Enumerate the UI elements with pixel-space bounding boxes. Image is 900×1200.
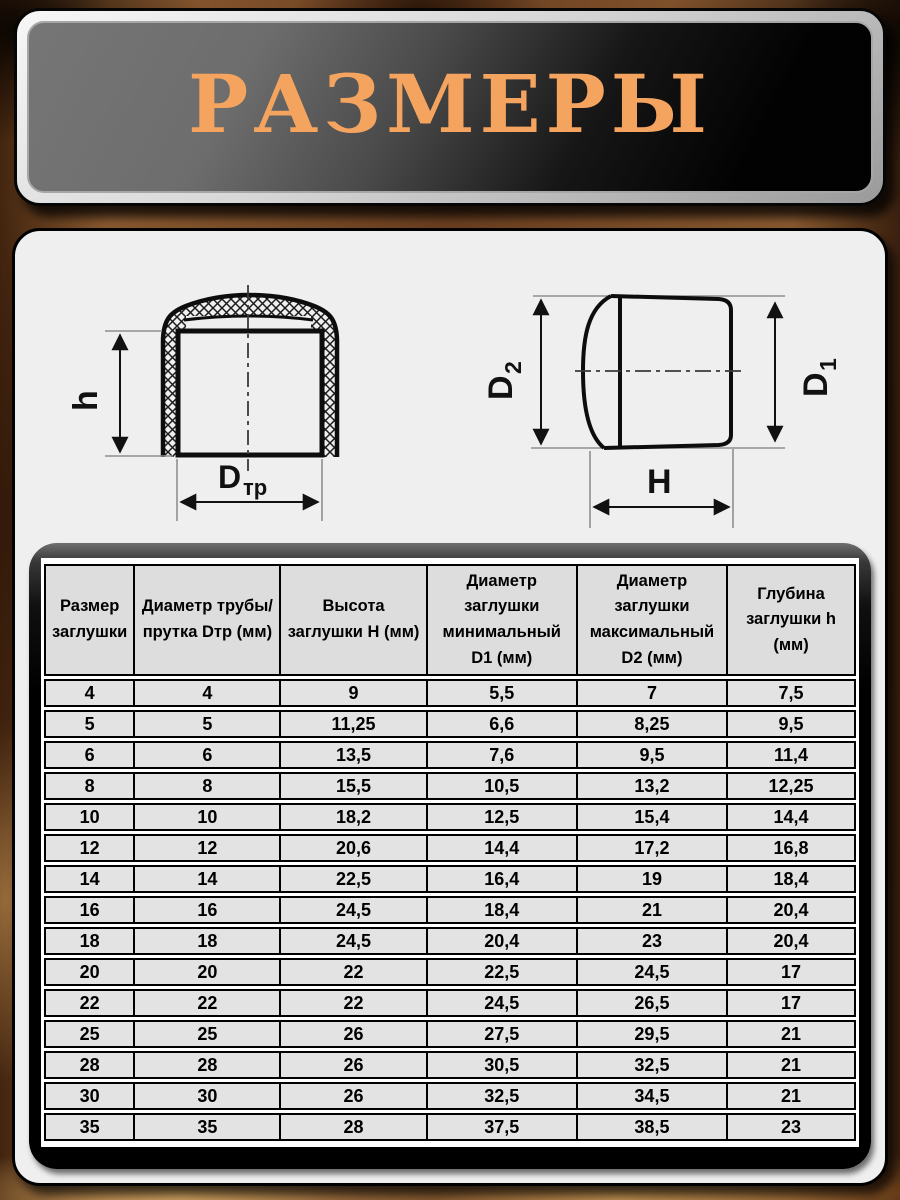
d2-dimension-label-sub: 2 [500, 361, 526, 374]
table-cell: 20,6 [279, 834, 425, 862]
table-cell: 12,5 [426, 803, 576, 831]
table-row [44, 927, 856, 955]
table-cell: 14 [44, 865, 133, 893]
table-cell: 6 [44, 741, 133, 769]
table-cell: 7,6 [426, 741, 576, 769]
table-cell: 21 [726, 1020, 856, 1048]
table-cell: 21 [726, 1082, 856, 1110]
table-cell: 25 [133, 1020, 279, 1048]
table-cell: 6 [133, 741, 279, 769]
cap-side-outline [604, 296, 731, 448]
cap-cavity-outline [178, 331, 322, 455]
table-cell: 4 [44, 679, 133, 707]
table-cell: 18,4 [726, 865, 856, 893]
table-cell: 22,5 [426, 958, 576, 986]
table-cell: 24,5 [426, 989, 576, 1017]
table-row [44, 958, 856, 986]
table-cell: 12,25 [726, 772, 856, 800]
table-cell: 22 [44, 989, 133, 1017]
table-cell: 9 [279, 679, 425, 707]
content-panel [12, 228, 888, 1186]
table-cell: 28 [133, 1051, 279, 1079]
column-header: Диаметр заглушки минимальный D1 (мм) [426, 564, 576, 676]
d1-dimension-label-sub: 1 [815, 358, 841, 371]
table-cell: 16,4 [426, 865, 576, 893]
table-row [44, 1113, 856, 1141]
table-cell: 8 [133, 772, 279, 800]
table-cell: 28 [44, 1051, 133, 1079]
table-cell: 20,4 [726, 927, 856, 955]
table-row [44, 679, 856, 707]
table-cell: 17 [726, 958, 856, 986]
table-cell: 17,2 [576, 834, 726, 862]
table-cell: 26,5 [576, 989, 726, 1017]
table-cell: 22 [279, 989, 425, 1017]
table-cell: 21 [726, 1051, 856, 1079]
table-cell: 32,5 [426, 1082, 576, 1110]
cap-dome-arc [583, 296, 611, 448]
table-cell: 15,4 [576, 803, 726, 831]
table-cell: 8,25 [576, 710, 726, 738]
h-depth-dimension-label: H [647, 463, 672, 501]
table-cell: 32,5 [576, 1051, 726, 1079]
title-banner-face [27, 21, 873, 193]
table-cell: 11,25 [279, 710, 425, 738]
table-cell: 13,2 [576, 772, 726, 800]
table-cell: 22,5 [279, 865, 425, 893]
table-cell: 7 [576, 679, 726, 707]
page-title: РАЗМЕРЫ [188, 57, 712, 151]
table-cell: 24,5 [279, 927, 425, 955]
table-cell: 5 [44, 710, 133, 738]
cap-technical-drawings [15, 245, 885, 563]
table-cell: 10 [44, 803, 133, 831]
table-cell: 28 [279, 1113, 425, 1141]
table-cell: 30 [133, 1082, 279, 1110]
table-cell: 27,5 [426, 1020, 576, 1048]
table-cell: 4 [133, 679, 279, 707]
table-cell: 37,5 [426, 1113, 576, 1141]
dtr-dimension-label-sub: тр [243, 475, 268, 500]
dtr-dimension-label-main: D [218, 459, 242, 495]
table-cell: 15,5 [279, 772, 425, 800]
column-header: Глубина заглушки h (мм) [726, 564, 856, 676]
table-cell: 35 [44, 1113, 133, 1141]
table-cell: 16 [133, 896, 279, 924]
table-cell: 35 [133, 1113, 279, 1141]
table-cell: 26 [279, 1082, 425, 1110]
table-cell: 26 [279, 1020, 425, 1048]
table-row [44, 989, 856, 1017]
column-header: Высота заглушки H (мм) [279, 564, 425, 676]
table-cell: 14,4 [426, 834, 576, 862]
table-cell: 7,5 [726, 679, 856, 707]
table-cell: 11,4 [726, 741, 856, 769]
table-cell: 34,5 [576, 1082, 726, 1110]
table-cell: 9,5 [576, 741, 726, 769]
table-cell: 22 [279, 958, 425, 986]
table-cell: 25 [44, 1020, 133, 1048]
table-header-row [44, 564, 856, 676]
table-cell: 14 [133, 865, 279, 893]
table-cell: 20,4 [426, 927, 576, 955]
table-cell: 30,5 [426, 1051, 576, 1079]
table-cell: 23 [726, 1113, 856, 1141]
table-cell: 10 [133, 803, 279, 831]
dimensions-table [44, 561, 856, 1144]
table-cell: 16,8 [726, 834, 856, 862]
table-cell: 38,5 [576, 1113, 726, 1141]
table-cell: 20 [133, 958, 279, 986]
table-row [44, 710, 856, 738]
table-cell: 5 [133, 710, 279, 738]
title-banner [14, 8, 886, 206]
table-cell: 23 [576, 927, 726, 955]
table-cell: 30 [44, 1082, 133, 1110]
table-cell: 20 [44, 958, 133, 986]
table-cell: 22 [133, 989, 279, 1017]
table-cell: 18 [133, 927, 279, 955]
table-row [44, 896, 856, 924]
d1-dimension-label-main: D [797, 372, 835, 397]
table-cell: 6,6 [426, 710, 576, 738]
table-cell: 14,4 [726, 803, 856, 831]
table-cell: 29,5 [576, 1020, 726, 1048]
column-header: Диаметр заглушки максимальный D2 (мм) [576, 564, 726, 676]
table-cell: 9,5 [726, 710, 856, 738]
table-cell: 26 [279, 1051, 425, 1079]
h-dimension-label: h [67, 390, 105, 411]
table-row [44, 865, 856, 893]
table-cell: 13,5 [279, 741, 425, 769]
table-row [44, 803, 856, 831]
table-cell: 18 [44, 927, 133, 955]
table-row [44, 834, 856, 862]
table-wrapper [41, 558, 859, 1147]
table-cell: 20,4 [726, 896, 856, 924]
cap-cross-section-drawing [67, 285, 337, 521]
table-row [44, 1082, 856, 1110]
table-cell: 12 [133, 834, 279, 862]
table-cell: 24,5 [279, 896, 425, 924]
column-header: Размер заглушки [44, 564, 133, 676]
d2-dimension-label-main: D [482, 375, 520, 400]
table-cell: 17 [726, 989, 856, 1017]
table-cell: 12 [44, 834, 133, 862]
table-cell: 16 [44, 896, 133, 924]
table-cell: 5,5 [426, 679, 576, 707]
table-row [44, 741, 856, 769]
table-row [44, 1020, 856, 1048]
cap-side-view-drawing [482, 296, 841, 528]
table-row [44, 772, 856, 800]
table-panel [29, 543, 871, 1169]
table-cell: 19 [576, 865, 726, 893]
table-cell: 10,5 [426, 772, 576, 800]
table-cell: 21 [576, 896, 726, 924]
table-cell: 24,5 [576, 958, 726, 986]
table-cell: 18,2 [279, 803, 425, 831]
column-header: Диаметр трубы/прутка Dтр (мм) [133, 564, 279, 676]
table-cell: 8 [44, 772, 133, 800]
table-row [44, 1051, 856, 1079]
table-cell: 18,4 [426, 896, 576, 924]
